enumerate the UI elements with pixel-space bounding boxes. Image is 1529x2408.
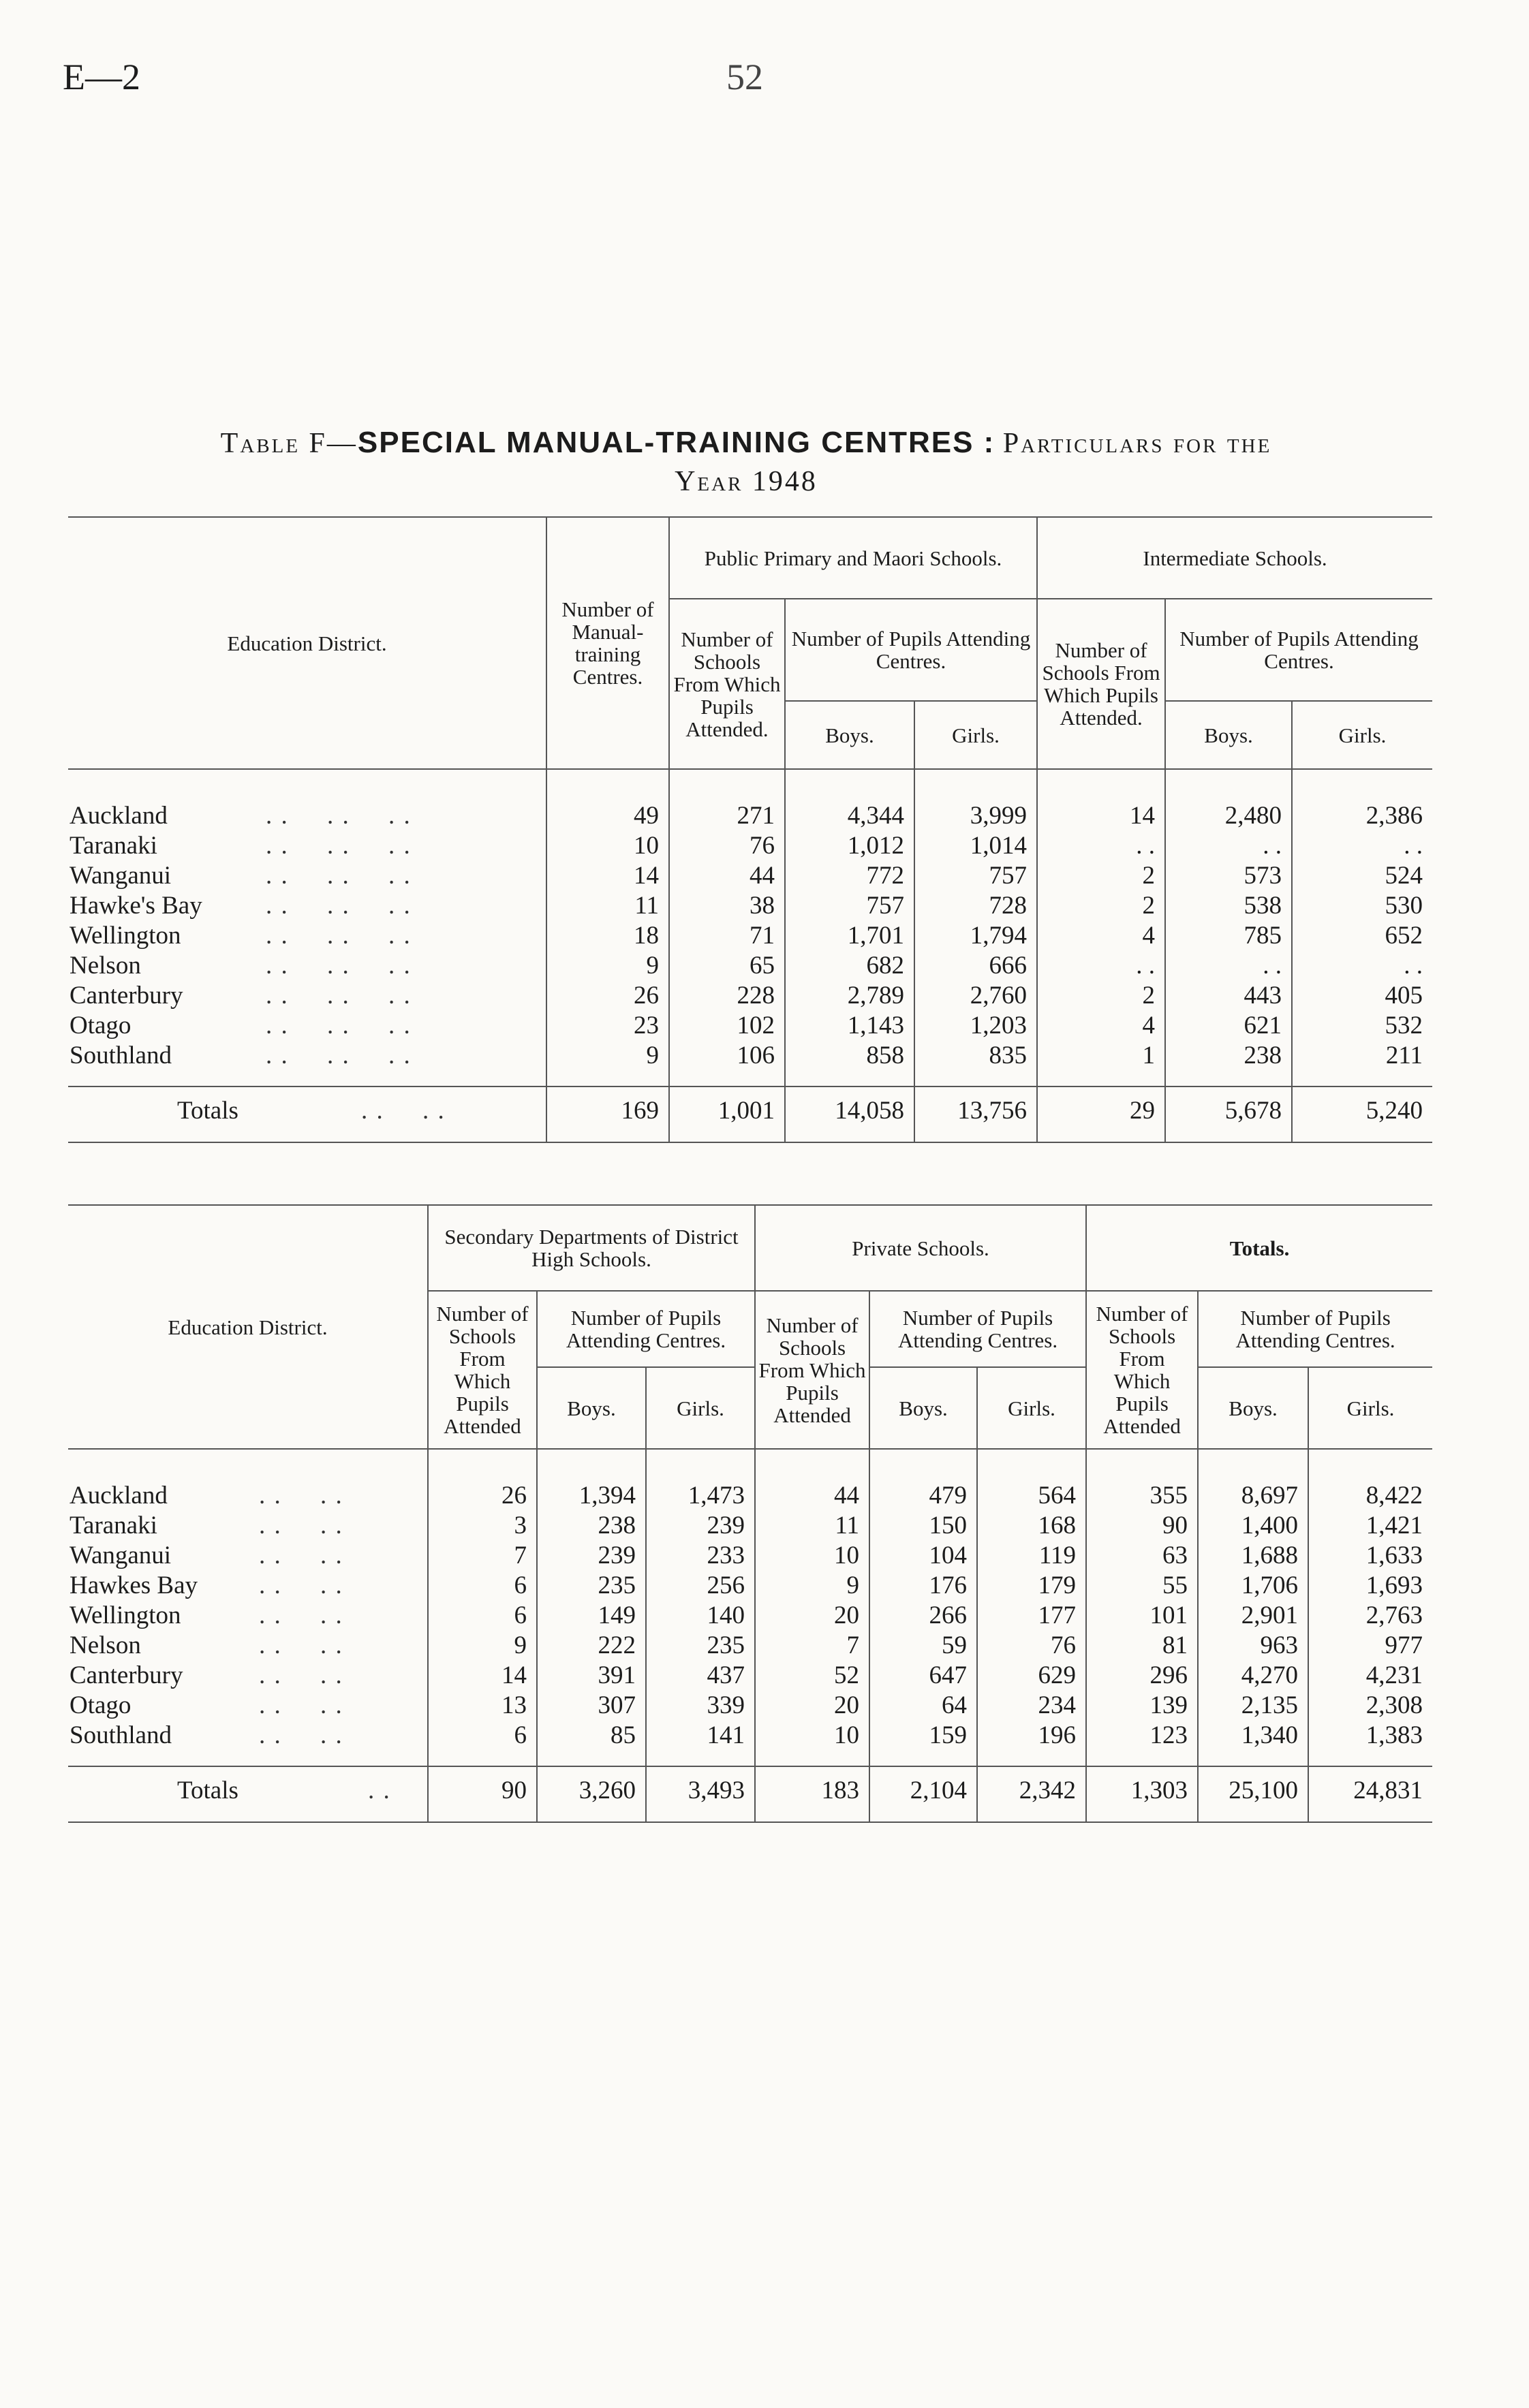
district-label: Wanganui	[70, 1542, 172, 1569]
leader-dots: . . . .	[259, 1721, 343, 1749]
total-centres: 169	[546, 1086, 669, 1135]
totals-label: Totals	[177, 1097, 238, 1125]
title-suffix: Particulars for the	[1002, 428, 1272, 459]
cell-prv-girls: 179	[977, 1571, 1086, 1601]
cell-int-girls: 211	[1292, 1041, 1432, 1071]
cell-prv-boys: 479	[869, 1481, 977, 1511]
leader-dots: . . . .	[259, 1572, 343, 1599]
total-prim-boys: 14,058	[785, 1086, 914, 1135]
leader-dots: . . . . . .	[266, 952, 412, 980]
intermediate-pupils-header: Number of Pupils Attending Centres.	[1165, 599, 1432, 701]
cell-int-girls: 532	[1292, 1011, 1432, 1041]
leader-dots: . . . .	[259, 1601, 343, 1629]
district-label: Otago	[70, 1691, 132, 1719]
total-prim-girls: 13,756	[914, 1086, 1037, 1135]
cell-tot-boys: 4,270	[1198, 1661, 1308, 1691]
private-boys-header: Boys.	[869, 1367, 977, 1449]
district-name	[68, 1571, 428, 1601]
cell-prim-girls: 1,203	[914, 1011, 1037, 1041]
cell-sec-schools: 26	[428, 1481, 537, 1511]
private-girls-header: Girls.	[977, 1367, 1086, 1449]
district-name	[68, 861, 546, 891]
cell-prim-boys: 2,789	[785, 981, 914, 1011]
district-label: Otago	[70, 1012, 132, 1039]
cell-prv-girls: 234	[977, 1691, 1086, 1721]
leader-dots: . . . . . .	[266, 832, 412, 860]
table-row	[68, 801, 1432, 831]
district-header-2: Education District.	[68, 1205, 428, 1449]
cell-sec-girls: 339	[646, 1691, 755, 1721]
cell-prim-boys: 772	[785, 861, 914, 891]
cell-sec-girls: 437	[646, 1661, 755, 1691]
cell-tot-girls: 2,308	[1308, 1691, 1432, 1721]
leader-dots: . . . .	[259, 1661, 343, 1689]
cell-prv-boys: 266	[869, 1601, 977, 1631]
cell-tot-boys: 2,901	[1198, 1601, 1308, 1631]
intermediate-schools-header: Number of Schools From Which Pupils Attended.	[1037, 599, 1165, 769]
cell-prim-girls: 3,999	[914, 801, 1037, 831]
cell-prv-girls: 629	[977, 1661, 1086, 1691]
table-row	[68, 1481, 1432, 1511]
title-main: SPECIAL MANUAL-TRAINING CENTRES :	[357, 426, 995, 459]
table1-body	[68, 769, 1432, 1142]
table-row	[68, 831, 1432, 861]
table-row	[68, 1571, 1432, 1601]
cell-prv-schools: 52	[755, 1661, 869, 1691]
district-name	[68, 1631, 428, 1661]
cell-prim-girls: 1,794	[914, 921, 1037, 951]
cell-int-schools: 14	[1037, 801, 1165, 831]
table-row	[68, 1631, 1432, 1661]
cell-sec-schools: 6	[428, 1571, 537, 1601]
cell-sec-girls: 239	[646, 1511, 755, 1541]
cell-int-schools: 1	[1037, 1041, 1165, 1071]
leader-dots: . . . . . .	[266, 862, 412, 890]
intermediate-group-header: Intermediate Schools.	[1037, 517, 1432, 599]
cell-centres: 18	[546, 921, 669, 951]
cell-prim-schools: 65	[669, 951, 785, 981]
secondary-girls-header: Girls.	[646, 1367, 755, 1449]
cell-int-girls: . .	[1292, 831, 1432, 861]
cell-prv-boys: 104	[869, 1541, 977, 1571]
cell-int-schools: 2	[1037, 981, 1165, 1011]
cell-int-girls: 530	[1292, 891, 1432, 921]
cell-sec-schools: 9	[428, 1631, 537, 1661]
cell-int-girls: 652	[1292, 921, 1432, 951]
cell-int-girls: 2,386	[1292, 801, 1432, 831]
table-row	[68, 1601, 1432, 1631]
cell-tot-schools: 101	[1086, 1601, 1198, 1631]
cell-tot-girls: 977	[1308, 1631, 1432, 1661]
cell-sec-girls: 1,473	[646, 1481, 755, 1511]
cell-prv-schools: 9	[755, 1571, 869, 1601]
cell-prv-girls: 76	[977, 1631, 1086, 1661]
cell-centres: 49	[546, 801, 669, 831]
total-tot-schools: 1,303	[1086, 1766, 1198, 1815]
cell-tot-schools: 296	[1086, 1661, 1198, 1691]
cell-sec-schools: 6	[428, 1601, 537, 1631]
page-title	[68, 424, 1424, 501]
table-row	[68, 1541, 1432, 1571]
cell-int-schools: . .	[1037, 951, 1165, 981]
table2-body	[68, 1449, 1432, 1822]
cell-tot-girls: 1,383	[1308, 1721, 1432, 1751]
district-name	[68, 981, 546, 1011]
cell-sec-boys: 391	[537, 1661, 646, 1691]
cell-prim-schools: 102	[669, 1011, 785, 1041]
cell-sec-schools: 13	[428, 1691, 537, 1721]
cell-tot-schools: 63	[1086, 1541, 1198, 1571]
district-name	[68, 1511, 428, 1541]
total-prv-schools: 183	[755, 1766, 869, 1815]
cell-prv-schools: 20	[755, 1691, 869, 1721]
cell-sec-girls: 140	[646, 1601, 755, 1631]
district-name	[68, 1691, 428, 1721]
district-label: Wellington	[70, 1601, 181, 1629]
cell-prv-schools: 11	[755, 1511, 869, 1541]
cell-prv-schools: 20	[755, 1601, 869, 1631]
cell-tot-boys: 1,340	[1198, 1721, 1308, 1751]
district-label: Wellington	[70, 922, 181, 950]
page-number: 52	[726, 57, 763, 97]
cell-int-girls: 524	[1292, 861, 1432, 891]
district-label: Taranaki	[70, 1512, 157, 1539]
cell-int-schools: 2	[1037, 891, 1165, 921]
cell-int-schools: 4	[1037, 1011, 1165, 1041]
leader-dots: . . . .	[259, 1482, 343, 1510]
district-name	[68, 891, 546, 921]
cell-centres: 10	[546, 831, 669, 861]
leader-dots: . . . .	[259, 1542, 343, 1569]
district-name	[68, 1601, 428, 1631]
district-name	[68, 1721, 428, 1751]
cell-sec-girls: 233	[646, 1541, 755, 1571]
cell-tot-boys: 1,688	[1198, 1541, 1308, 1571]
cell-prim-girls: 728	[914, 891, 1037, 921]
cell-int-schools: 4	[1037, 921, 1165, 951]
total-int-schools: 29	[1037, 1086, 1165, 1135]
table-row	[68, 1041, 1432, 1071]
cell-prv-boys: 647	[869, 1661, 977, 1691]
district-name	[68, 1011, 546, 1041]
cell-tot-boys: 1,706	[1198, 1571, 1308, 1601]
cell-int-boys: 621	[1165, 1011, 1292, 1041]
cell-tot-girls: 1,633	[1308, 1541, 1432, 1571]
cell-prv-boys: 159	[869, 1721, 977, 1751]
cell-prim-boys: 1,012	[785, 831, 914, 861]
totals-row	[68, 1086, 1432, 1135]
table-row	[68, 1011, 1432, 1041]
cell-prim-girls: 1,014	[914, 831, 1037, 861]
cell-prim-boys: 1,701	[785, 921, 914, 951]
cell-tot-girls: 8,422	[1308, 1481, 1432, 1511]
cell-prim-boys: 4,344	[785, 801, 914, 831]
totals-girls-header: Girls.	[1308, 1367, 1432, 1449]
cell-tot-boys: 1,400	[1198, 1511, 1308, 1541]
cell-tot-girls: 2,763	[1308, 1601, 1432, 1631]
cell-sec-boys: 149	[537, 1601, 646, 1631]
manual-training-table-secondary-private-totals	[68, 1204, 1432, 1823]
leader-dots: . . . . . .	[266, 802, 412, 830]
cell-prim-girls: 2,760	[914, 981, 1037, 1011]
intermediate-girls-header: Girls.	[1292, 701, 1432, 769]
table-row	[68, 1721, 1432, 1751]
cell-sec-boys: 238	[537, 1511, 646, 1541]
leader-dots: . . . . . .	[266, 922, 412, 950]
total-prv-girls: 2,342	[977, 1766, 1086, 1815]
cell-prv-boys: 150	[869, 1511, 977, 1541]
cell-prim-schools: 44	[669, 861, 785, 891]
cell-prv-girls: 168	[977, 1511, 1086, 1541]
secondary-schools-header: Number of Schools From Which Pupils Attended	[428, 1291, 537, 1449]
cell-prv-boys: 59	[869, 1631, 977, 1661]
totals-schools-header: Number of Schools From Which Pupils Attended	[1086, 1291, 1198, 1449]
district-name	[68, 801, 546, 831]
district-label: Canterbury	[70, 1661, 183, 1689]
totals-label-cell	[68, 1086, 546, 1135]
district-header: Education District.	[68, 517, 546, 769]
cell-prv-schools: 7	[755, 1631, 869, 1661]
spacer-row	[68, 1071, 1432, 1086]
cell-int-boys: 2,480	[1165, 801, 1292, 831]
primary-girls-header: Girls.	[914, 701, 1037, 769]
cell-prim-schools: 228	[669, 981, 785, 1011]
district-label: Canterbury	[70, 982, 183, 1010]
private-schools-header: Number of Schools From Which Pupils Attended	[755, 1291, 869, 1449]
totals-pupils-header: Number of Pupils Attending Centres.	[1198, 1291, 1432, 1367]
table-row	[68, 861, 1432, 891]
title-year: Year 1948	[675, 466, 818, 497]
cell-sec-schools: 3	[428, 1511, 537, 1541]
cell-tot-schools: 81	[1086, 1631, 1198, 1661]
secondary-group-header: Secondary Departments of District High Schools.	[428, 1205, 755, 1291]
spacer-row	[68, 769, 1432, 801]
cell-int-boys: . .	[1165, 831, 1292, 861]
total-tot-girls: 24,831	[1308, 1766, 1432, 1815]
cell-sec-girls: 256	[646, 1571, 755, 1601]
cell-tot-girls: 1,421	[1308, 1511, 1432, 1541]
district-name	[68, 921, 546, 951]
cell-prim-schools: 38	[669, 891, 785, 921]
private-pupils-header: Number of Pupils Attending Centres.	[869, 1291, 1086, 1367]
district-label: Auckland	[70, 1482, 168, 1510]
cell-int-boys: . .	[1165, 951, 1292, 981]
cell-prv-girls: 564	[977, 1481, 1086, 1511]
district-label: Auckland	[70, 802, 168, 830]
spacer-row	[68, 1751, 1432, 1766]
totals-boys-header: Boys.	[1198, 1367, 1308, 1449]
table-row	[68, 1661, 1432, 1691]
cell-int-schools: . .	[1037, 831, 1165, 861]
cell-sec-boys: 85	[537, 1721, 646, 1751]
cell-prim-schools: 76	[669, 831, 785, 861]
cell-prv-boys: 64	[869, 1691, 977, 1721]
table-row	[68, 951, 1432, 981]
district-name	[68, 1661, 428, 1691]
manual-training-table-primary-intermediate	[68, 516, 1432, 1143]
cell-tot-boys: 963	[1198, 1631, 1308, 1661]
leader-dots: . . . .	[259, 1631, 343, 1659]
district-label: Hawkes Bay	[70, 1572, 198, 1599]
cell-prim-schools: 106	[669, 1041, 785, 1071]
spacer-row	[68, 1449, 1432, 1481]
totals-group-header: Totals.	[1086, 1205, 1432, 1291]
total-sec-boys: 3,260	[537, 1766, 646, 1815]
cell-centres: 11	[546, 891, 669, 921]
district-label: Taranaki	[70, 832, 157, 860]
cell-prv-girls: 177	[977, 1601, 1086, 1631]
total-int-boys: 5,678	[1165, 1086, 1292, 1135]
cell-prv-girls: 119	[977, 1541, 1086, 1571]
cell-prim-girls: 835	[914, 1041, 1037, 1071]
table-row	[68, 981, 1432, 1011]
cell-prim-girls: 666	[914, 951, 1037, 981]
cell-centres: 26	[546, 981, 669, 1011]
cell-int-schools: 2	[1037, 861, 1165, 891]
table-row	[68, 1511, 1432, 1541]
cell-int-boys: 573	[1165, 861, 1292, 891]
cell-prim-girls: 757	[914, 861, 1037, 891]
cell-prim-schools: 271	[669, 801, 785, 831]
total-int-girls: 5,240	[1292, 1086, 1432, 1135]
district-label: Southland	[70, 1721, 172, 1749]
leader-dots: . . . . . .	[266, 892, 412, 920]
cell-sec-girls: 235	[646, 1631, 755, 1661]
district-name	[68, 1041, 546, 1071]
cell-tot-boys: 8,697	[1198, 1481, 1308, 1511]
cell-prv-schools: 10	[755, 1541, 869, 1571]
leader-dots: . . . . . .	[266, 982, 412, 1010]
total-sec-girls: 3,493	[646, 1766, 755, 1815]
total-prim-schools: 1,001	[669, 1086, 785, 1135]
cell-centres: 23	[546, 1011, 669, 1041]
cell-sec-schools: 6	[428, 1721, 537, 1751]
cell-tot-boys: 2,135	[1198, 1691, 1308, 1721]
cell-prim-boys: 858	[785, 1041, 914, 1071]
total-tot-boys: 25,100	[1198, 1766, 1308, 1815]
cell-sec-boys: 307	[537, 1691, 646, 1721]
intermediate-boys-header: Boys.	[1165, 701, 1292, 769]
cell-tot-schools: 90	[1086, 1511, 1198, 1541]
cell-sec-boys: 222	[537, 1631, 646, 1661]
cell-prim-boys: 757	[785, 891, 914, 921]
primary-pupils-header: Number of Pupils Attending Centres.	[785, 599, 1037, 701]
cell-centres: 14	[546, 861, 669, 891]
district-name	[68, 1541, 428, 1571]
cell-int-boys: 443	[1165, 981, 1292, 1011]
leader-dots: . . . .	[259, 1691, 343, 1719]
cell-tot-girls: 4,231	[1308, 1661, 1432, 1691]
totals-label: Totals	[177, 1777, 238, 1804]
cell-centres: 9	[546, 951, 669, 981]
title-prefix: Table F—	[220, 428, 358, 459]
district-label: Hawke's Bay	[70, 892, 202, 920]
table-row	[68, 1691, 1432, 1721]
leader-dots: . . . .	[259, 1512, 343, 1539]
primary-boys-header: Boys.	[785, 701, 914, 769]
cell-tot-schools: 139	[1086, 1691, 1198, 1721]
cell-prv-girls: 196	[977, 1721, 1086, 1751]
cell-tot-schools: 355	[1086, 1481, 1198, 1511]
totals-label-cell	[68, 1766, 428, 1815]
cell-sec-boys: 235	[537, 1571, 646, 1601]
district-label: Wanganui	[70, 862, 172, 890]
cell-prim-boys: 1,143	[785, 1011, 914, 1041]
cell-tot-girls: 1,693	[1308, 1571, 1432, 1601]
total-prv-boys: 2,104	[869, 1766, 977, 1815]
page-section-code: E—2	[63, 57, 140, 97]
cell-tot-schools: 55	[1086, 1571, 1198, 1601]
table-row	[68, 891, 1432, 921]
spacer-row	[68, 1135, 1432, 1142]
district-label: Nelson	[70, 952, 141, 980]
leader-dots: . . . . . .	[266, 1012, 412, 1039]
secondary-pupils-header: Number of Pupils Attending Centres.	[537, 1291, 755, 1367]
primary-schools-header: Number of Schools From Which Pupils Attended.	[669, 599, 785, 769]
cell-sec-schools: 14	[428, 1661, 537, 1691]
cell-sec-girls: 141	[646, 1721, 755, 1751]
cell-int-boys: 785	[1165, 921, 1292, 951]
private-group-header: Private Schools.	[755, 1205, 1086, 1291]
totals-row	[68, 1766, 1432, 1815]
secondary-boys-header: Boys.	[537, 1367, 646, 1449]
district-label: Nelson	[70, 1631, 141, 1659]
cell-int-boys: 538	[1165, 891, 1292, 921]
cell-centres: 9	[546, 1041, 669, 1071]
leader-dots: . .	[368, 1777, 391, 1804]
primary-group-header: Public Primary and Maori Schools.	[669, 517, 1037, 599]
table-row	[68, 921, 1432, 951]
cell-prv-schools: 44	[755, 1481, 869, 1511]
district-name	[68, 951, 546, 981]
district-name	[68, 831, 546, 861]
cell-prim-schools: 71	[669, 921, 785, 951]
total-sec-schools: 90	[428, 1766, 537, 1815]
cell-prv-schools: 10	[755, 1721, 869, 1751]
leader-dots: . . . .	[361, 1097, 446, 1125]
cell-int-girls: 405	[1292, 981, 1432, 1011]
cell-sec-boys: 1,394	[537, 1481, 646, 1511]
leader-dots: . . . . . .	[266, 1042, 412, 1069]
cell-sec-boys: 239	[537, 1541, 646, 1571]
district-name	[68, 1481, 428, 1511]
cell-prv-boys: 176	[869, 1571, 977, 1601]
centres-header: Number of Manual-training Centres.	[546, 517, 669, 769]
cell-sec-schools: 7	[428, 1541, 537, 1571]
district-label: Southland	[70, 1042, 172, 1069]
spacer-row	[68, 1815, 1432, 1822]
cell-tot-schools: 123	[1086, 1721, 1198, 1751]
cell-int-boys: 238	[1165, 1041, 1292, 1071]
cell-prim-boys: 682	[785, 951, 914, 981]
cell-int-girls: . .	[1292, 951, 1432, 981]
